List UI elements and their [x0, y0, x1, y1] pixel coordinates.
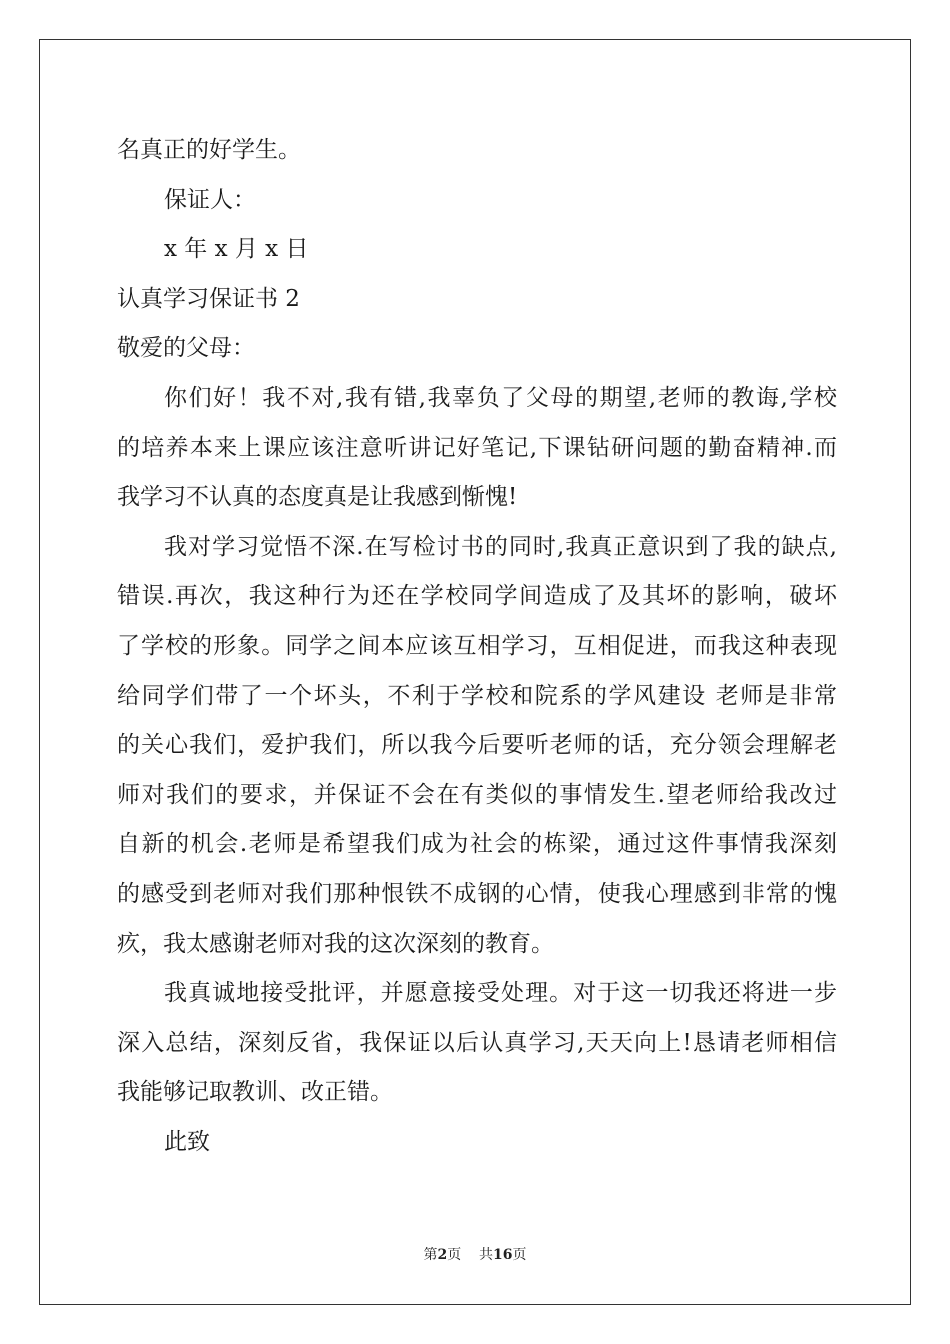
page-number: 2 [437, 1247, 448, 1263]
paragraph-line: 我学习不认真的态度真是让我感到惭愧! [117, 484, 518, 511]
closing-line: 此致 [164, 1128, 210, 1155]
salutation: 敬爱的父母： [117, 335, 255, 362]
signer-label: 保证人： [164, 186, 256, 213]
paragraph-line: 你们好！我不对,我有错,我辜负了父母的期望,老师的教诲,学校 [164, 384, 837, 411]
total-prefix: 共 [479, 1247, 494, 1263]
page-footer [0, 1244, 950, 1264]
paragraph-line: 我对学习觉悟不深.在写检讨书的同时,我真正意识到了我的缺点, [164, 533, 837, 560]
page-prefix: 第 [423, 1247, 438, 1263]
paragraph-line: 的培养本来上课应该注意听讲记好笔记,下课钻研问题的勤奋精神.而 [117, 434, 837, 461]
paragraph-line: 疚，我太感谢老师对我的这次深刻的教育。 [117, 930, 554, 957]
paragraph-line: 师对我们的要求，并保证不会在有类似的事情发生.望老师给我改过 [117, 781, 837, 808]
paragraph-line: 深入总结，深刻反省，我保证以后认真学习,天天向上!恳请老师相信 [117, 1029, 837, 1056]
paragraph-line: 的关心我们，爱护我们，所以我今后要听老师的话，充分领会理解老 [117, 732, 837, 759]
paragraph-line: 自新的机会.老师是希望我们成为社会的栋梁，通过这件事情我深刻 [117, 831, 837, 858]
document-body [117, 126, 837, 1167]
paragraph-line: 给同学们带了一个坏头，不利于学校和院系的学风建设 老师是非常 [117, 682, 837, 709]
paragraph-line: 我能够记取教训、改正错。 [117, 1079, 393, 1106]
page-suffix: 页 [447, 1247, 462, 1263]
paragraph-line: 了学校的形象。同学之间本应该互相学习，互相促进，而我这种表现 [117, 632, 837, 659]
paragraph-line: 错误.再次，我这种行为还在学校同学间造成了及其坏的影响，破坏 [117, 583, 837, 610]
total-pages: 16 [493, 1247, 513, 1263]
paragraph-line: 的感受到老师对我们那种恨铁不成钢的心情，使我心理感到非常的愧 [117, 880, 837, 907]
text-line: 名真正的好学生。 [117, 137, 301, 163]
section-title: 认真学习保证书 2 [117, 285, 300, 312]
paragraph-line: 我真诚地接受批评，并愿意接受处理。对于这一切我还将进一步 [164, 980, 837, 1007]
date-line: x 年 x 月 x 日 [164, 236, 309, 263]
total-suffix: 页 [512, 1247, 527, 1263]
